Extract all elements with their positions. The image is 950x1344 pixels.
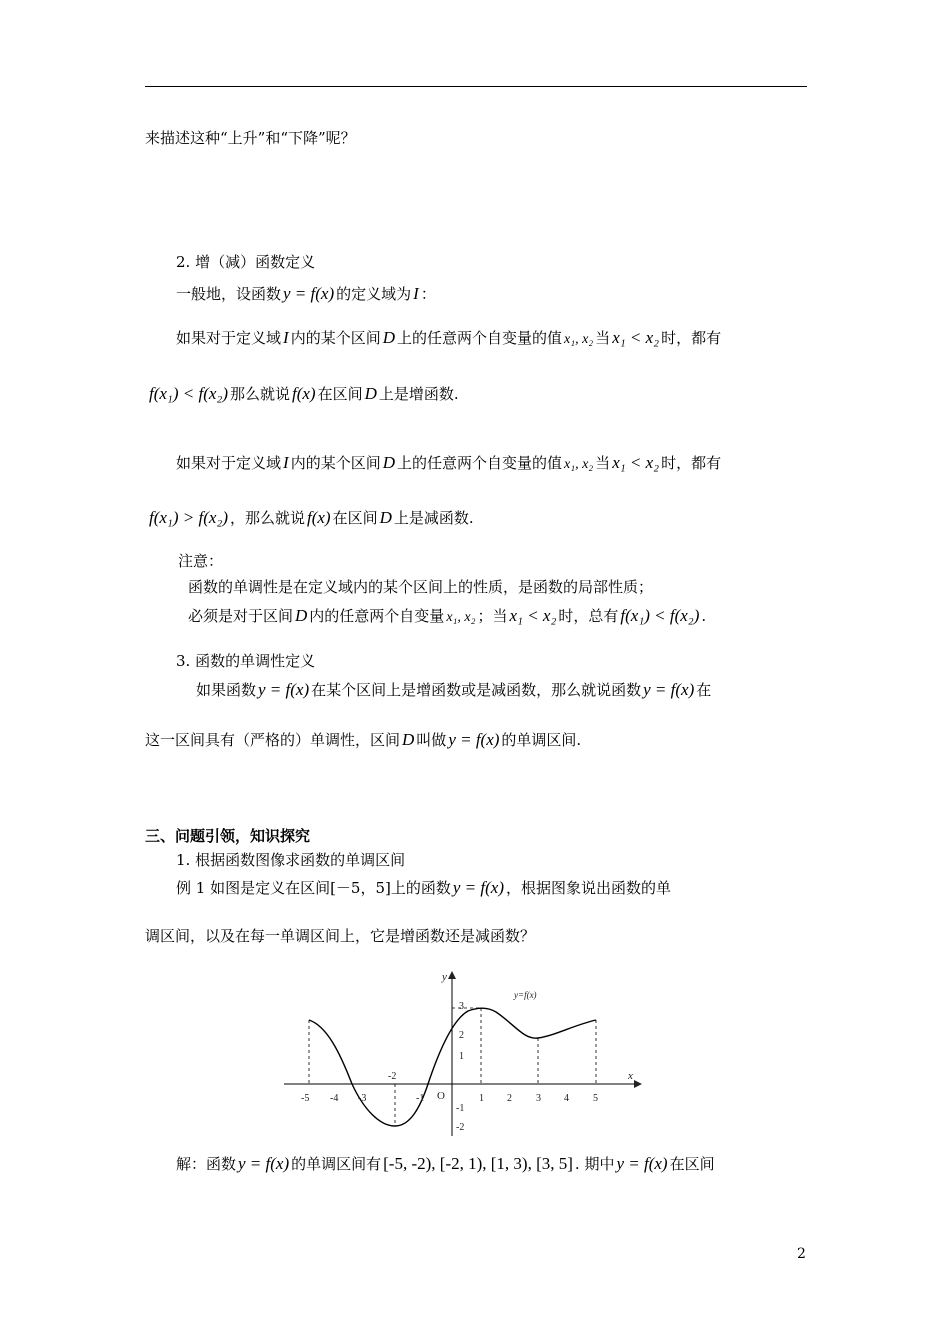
section-2-title: 2. 增（减）函数定义 [176,253,316,271]
solution-line: 解：函数 y = f(x) 的单调区间有 [-5, -2), [-2, 1), [1, 3), [3, 5] . 期中 y = f(x) 在区间 [176,1154,715,1173]
y-tick-neg2: -2 [456,1122,465,1133]
increasing-condition-line: 如果对于定义域 I 内的某个区间 D 上的任意两个自变量的值 x₁, x₂ 当 x₁ < x₂ 时，都有 [176,328,722,347]
y-tick-1: 1 [459,1051,464,1062]
section-3-title: 3. 函数的单调性定义 [176,652,316,670]
min-x-annotation: -2 [388,1071,397,1082]
function-graph-figure [282,968,654,1138]
decreasing-definition-line: f(x₁) > f(x₂) ，那么就说 f(x) 在区间 D 上是减函数. [149,508,474,527]
x-tick-neg4: -4 [330,1093,339,1104]
example-1-line-1: 例 1 如图是定义在区间[－5，5]上的函数 y = f(x) ，根据图象说出函数的单 [176,878,671,897]
note-item-1: 函数的单调性是在定义域内的某个区间上的性质，是函数的局部性质； [188,578,654,596]
general-definition-line: 一般地，设函数 y = f(x) 的定义域为 I ： [176,284,436,303]
part-3-heading: 三、问题引领，知识探究 [145,827,311,845]
x-tick-4: 4 [564,1093,569,1104]
curve-label: y=f(x) [514,990,537,1000]
note-item-2: 必须是对于区间 D 内的任意两个自变量 x₁, x₂ ；当 x₁ < x₂ 时，总有 f(x₁) < f(x₂) . [188,606,707,625]
monotonicity-definition-line-2: 这一区间具有（严格的）单调性，区间 D 叫做 y = f(x) 的单调区间. [145,730,582,749]
y-tick-3: 3 [459,1001,464,1012]
x-axis-arrow [634,1080,642,1088]
y-tick-neg1: -1 [456,1103,465,1114]
monotonicity-definition-line-1: 如果函数 y = f(x) 在某个区间上是增函数或是减函数，那么就说函数 y = f(x) 在 [196,680,712,699]
x-tick-2: 2 [507,1093,512,1104]
header-rule [145,86,807,87]
x-tick-5: 5 [593,1093,598,1104]
x-tick-3: 3 [536,1093,541,1104]
decreasing-condition-line: 如果对于定义域 I 内的某个区间 D 上的任意两个自变量的值 x₁, x₂ 当 x₁ < x₂ 时，都有 [176,453,722,472]
y-axis-arrow [448,971,456,979]
y-axis-label: y [442,971,447,983]
y-tick-2: 2 [459,1030,464,1041]
x-axis-label: x [628,1070,633,1082]
note-label: 注意： [178,552,224,570]
intro-text: 来描述这种“上升”和“下降”呢？ [145,129,356,147]
x-tick-neg1: -1 [416,1093,425,1104]
page-number: 2 [797,1246,806,1262]
x-tick-1: 1 [479,1093,484,1104]
increasing-definition-line: f(x₁) < f(x₂) 那么就说 f(x) 在区间 D 上是增函数. [149,384,459,403]
example-1-line-2: 调区间，以及在每一单调区间上，它是增函数还是减函数？ [145,927,536,945]
x-tick-neg3: -3 [358,1093,367,1104]
x-tick-neg5: -5 [301,1093,310,1104]
part-3-subtitle: 1. 根据函数图像求函数的单调区间 [176,851,406,869]
origin-label: O [437,1090,445,1102]
